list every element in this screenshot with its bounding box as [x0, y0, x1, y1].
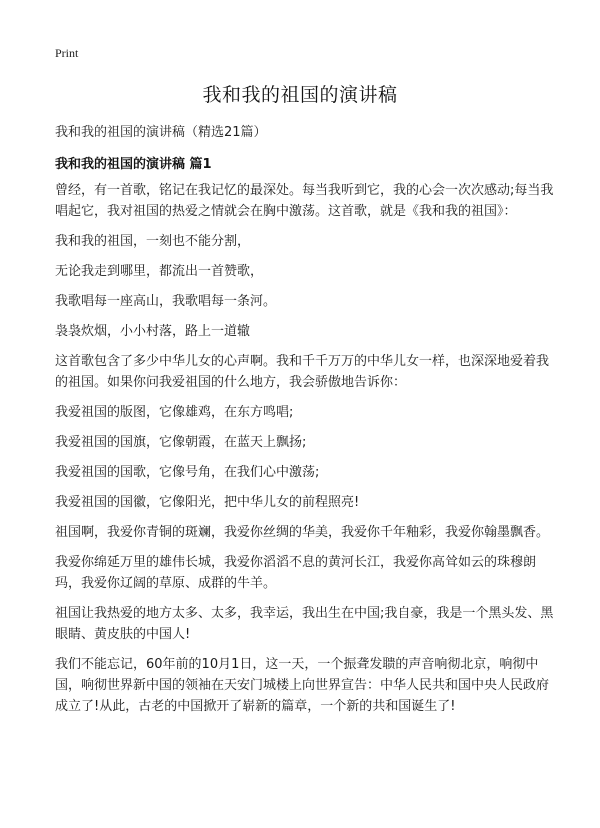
paragraph: 我歌唱每一座高山，我歌唱每一条河。	[55, 294, 277, 309]
page-title: 我和我的祖国的演讲稿	[202, 84, 398, 106]
paragraph: 祖国啊，我爱你青铜的斑斓，我爱你丝绸的华美，我爱你千年釉彩，我爱你翰墨飘香。	[55, 525, 550, 540]
paragraph: 祖国让我热爱的地方太多、太多，我幸运，我出生在中国;我自豪，我是一个黑头发、黑眼睛、黄皮肤的中国人!	[55, 606, 554, 642]
section-heading: 我和我的祖国的演讲稿 篇1	[55, 157, 212, 172]
paragraph: 我爱祖国的国徽，它像阳光，把中华儿女的前程照亮!	[55, 495, 360, 510]
print-label: Print	[55, 46, 79, 60]
paragraph: 我爱祖国的国歌，它像号角，在我们心中激荡;	[55, 465, 320, 480]
paragraph: 我和我的祖国，一刻也不能分割，	[55, 234, 251, 249]
document-subtitle: 我和我的祖国的演讲稿（精选21篇）	[55, 125, 267, 140]
paragraph: 曾经，有一首歌，铭记在我记忆的最深处。每当我听到它，我的心会一次次感动;每当我唱起它，我对祖国的热爱之情就会在胸中激荡。这首歌，就是《我和我的祖国》：	[55, 183, 554, 219]
paragraph: 我爱祖国的国旗，它像朝霞，在蓝天上飘扬;	[55, 435, 307, 450]
paragraph: 袅袅炊烟，小小村落，路上一道辙	[55, 324, 251, 339]
paragraph: 我爱祖国的版图，它像雄鸡，在东方鸣唱;	[55, 405, 294, 420]
paragraph: 我们不能忘记，60年前的10月1日，这一天，一个振聋发聩的声音响彻北京，响彻中国，响彻世界新中国的领袖在天安门城楼上向世界宣告：中华人民共和国中央人民政府成立了!从此，古老的中国掀开了崭新的篇章，一个新的共和国诞生了!	[55, 657, 550, 714]
body-text	[55, 180, 555, 726]
paragraph: 我爱你绵延万里的雄伟长城，我爱你滔滔不息的黄河长江，我爱你高耸如云的珠穆朗玛，我爱你辽阔的草原、成群的牛羊。	[55, 555, 537, 591]
paragraph: 这首歌包含了多少中华儿女的心声啊。我和千千万万的中华儿女一样，也深深地爱着我的祖国。如果你问我爱祖国的什么地方，我会骄傲地告诉你：	[55, 354, 550, 390]
paragraph: 无论我走到哪里，都流出一首赞歌，	[55, 264, 264, 279]
